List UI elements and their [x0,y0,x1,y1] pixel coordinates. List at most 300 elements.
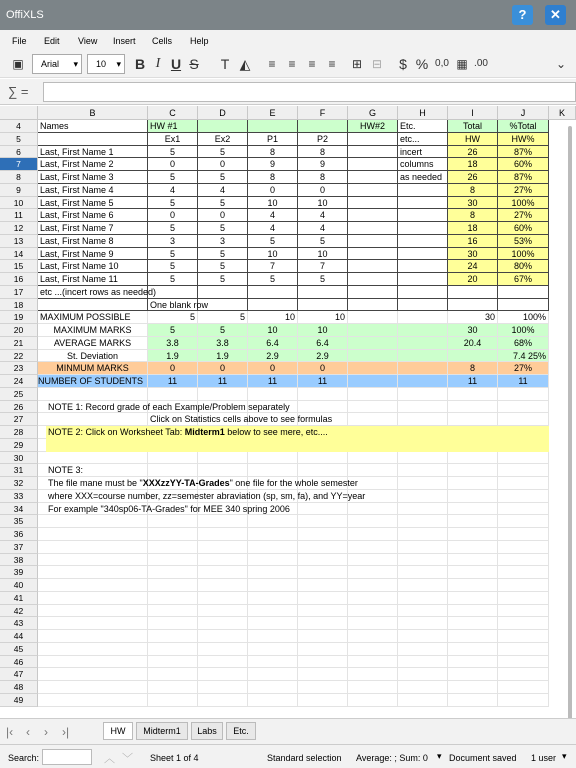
sheet-cell[interactable] [198,299,248,312]
row-header[interactable]: 8 [0,171,38,184]
grid-cell[interactable] [248,694,298,707]
row-header[interactable]: 39 [0,566,38,579]
sheet-cell[interactable] [298,248,348,261]
sheet-cell[interactable] [398,362,448,375]
grid-cell[interactable] [148,694,198,707]
grid-cell[interactable] [148,630,198,643]
percent-icon[interactable]: % [415,56,429,72]
grid-cell[interactable] [148,643,198,656]
grid-cell[interactable] [248,579,298,592]
column-header[interactable]: E [248,106,298,120]
grid-cell[interactable] [198,388,248,401]
sheet-cell[interactable] [148,337,198,350]
grid-cell[interactable] [398,592,448,605]
fill-color-icon[interactable]: ◭ [239,56,251,72]
sheet-cell[interactable] [248,248,298,261]
grid-cell[interactable] [38,528,148,541]
grid-cell[interactable] [298,617,348,630]
sheet-cell[interactable] [198,337,248,350]
sheet-cell[interactable] [398,337,448,350]
sheet-cell[interactable] [298,222,348,235]
chevron-down-icon[interactable]: ▾ [562,751,567,761]
sheet-cell[interactable] [38,362,148,375]
chevron-down-icon[interactable]: ﹀ [122,753,133,765]
grid-cell[interactable] [398,579,448,592]
tab-hw[interactable]: HW [103,722,133,740]
grid-cell[interactable] [348,528,398,541]
row-header[interactable]: 29 [0,439,38,452]
grid-cell[interactable] [298,388,348,401]
text-color-icon[interactable]: T [220,56,230,72]
sheet-cell[interactable] [398,324,448,337]
grid-cell[interactable] [38,694,148,707]
sheet-cell[interactable] [38,146,148,159]
sheet-cell[interactable] [348,273,398,286]
grid-cell[interactable] [248,528,298,541]
sheet-cell[interactable] [498,146,549,159]
sheet-cell[interactable] [198,273,248,286]
grid-cell[interactable] [348,554,398,567]
next-sheet-icon[interactable]: › [44,725,48,739]
sheet-cell[interactable] [498,133,549,146]
align-right-icon[interactable]: ≡ [308,57,316,71]
sheet-cell[interactable] [498,273,549,286]
grid-cell[interactable] [148,388,198,401]
sheet-cell[interactable] [298,273,348,286]
sheet-cell[interactable] [38,337,148,350]
grid-cell[interactable] [398,694,448,707]
row-header[interactable]: 21 [0,337,38,350]
grid-cell[interactable] [148,452,198,465]
sheet-cell[interactable] [498,248,549,261]
sheet-cell[interactable] [248,375,298,388]
sheet-cell[interactable] [448,197,498,210]
sheet-cell[interactable] [298,146,348,159]
close-icon[interactable]: ✕ [545,5,566,25]
sheet-cell[interactable] [38,299,148,312]
grid-cell[interactable] [398,388,448,401]
grid-cell[interactable] [148,668,198,681]
sheet-cell[interactable] [38,375,148,388]
grid-cell[interactable] [398,668,448,681]
row-header[interactable]: 9 [0,184,38,197]
sheet-cell[interactable] [348,222,398,235]
grid-cell[interactable] [198,617,248,630]
sheet-cell[interactable] [148,248,198,261]
row-header[interactable]: 40 [0,579,38,592]
underline-icon[interactable]: U [170,56,182,72]
sheet-cell[interactable] [298,286,348,299]
row-header[interactable]: 11 [0,209,38,222]
row-header[interactable]: 5 [0,133,38,146]
spreadsheet-grid[interactable] [0,106,576,718]
grid-cell[interactable] [448,515,498,528]
sheet-cell[interactable] [38,286,157,299]
grid-cell[interactable] [448,528,498,541]
grid-cell[interactable] [348,452,398,465]
row-header[interactable]: 13 [0,235,38,248]
sheet-cell[interactable] [298,197,348,210]
align-left-icon[interactable]: ≡ [268,57,276,71]
grid-cell[interactable] [248,515,298,528]
grid-cell[interactable] [148,656,198,669]
tab-etc[interactable]: Etc. [226,722,256,740]
grid-cell[interactable] [298,452,348,465]
sheet-cell[interactable] [198,286,248,299]
row-header[interactable]: 34 [0,503,38,516]
grid-cell[interactable] [298,630,348,643]
decimal-decrease-icon[interactable]: .00 [474,58,488,69]
grid-cell[interactable] [148,681,198,694]
grid-cell[interactable] [248,681,298,694]
grid-cell[interactable] [448,605,498,618]
sheet-cell[interactable] [348,209,398,222]
sheet-cell[interactable] [148,120,198,133]
sheet-cell[interactable] [198,146,248,159]
grid-cell[interactable] [298,566,348,579]
grid-cell[interactable] [198,528,248,541]
column-header[interactable]: G [348,106,398,120]
sheet-cell[interactable] [298,120,348,133]
grid-cell[interactable] [498,579,549,592]
grid-cell[interactable] [298,668,348,681]
row-header[interactable]: 12 [0,222,38,235]
sheet-cell[interactable] [398,286,448,299]
grid-cell[interactable] [148,592,198,605]
sheet-cell[interactable] [448,235,498,248]
sheet-cell[interactable] [448,375,498,388]
first-sheet-icon[interactable]: |‹ [6,725,14,739]
bold-icon[interactable]: B [134,56,146,72]
grid-cell[interactable] [198,656,248,669]
sheet-cell[interactable] [198,158,248,171]
sheet-cell[interactable] [148,171,198,184]
align-center-icon[interactable]: ≡ [288,57,296,71]
sheet-cell[interactable] [498,362,549,375]
grid-cell[interactable] [298,554,348,567]
row-header[interactable]: 18 [0,299,38,312]
sheet-cell[interactable] [448,324,498,337]
sheet-cell[interactable] [348,146,398,159]
grid-cell[interactable] [398,617,448,630]
prev-sheet-icon[interactable]: ‹ [26,725,30,739]
calendar-icon[interactable]: ▦ [456,57,468,71]
sheet-cell[interactable] [298,260,348,273]
sheet-cell[interactable] [498,337,549,350]
grid-cell[interactable] [298,528,348,541]
column-header[interactable]: F [298,106,348,120]
grid-cell[interactable] [38,413,148,426]
currency-icon[interactable]: $ [399,56,407,72]
user-count[interactable]: 1 user [531,753,557,763]
sheet-cell[interactable] [498,184,549,197]
sheet-cell[interactable] [498,311,549,324]
sheet-cell[interactable] [298,299,348,312]
sheet-cell[interactable] [198,235,248,248]
grid-cell[interactable] [198,681,248,694]
row-header[interactable]: 31 [0,464,38,477]
sheet-cell[interactable] [498,350,549,363]
sheet-cell[interactable] [448,311,498,324]
sheet-cell[interactable] [498,120,549,133]
grid-cell[interactable] [398,681,448,694]
sheet-cell[interactable] [248,209,298,222]
sheet-cell[interactable] [198,248,248,261]
column-header[interactable]: J [498,106,549,120]
sheet-cell[interactable] [38,235,148,248]
sheet-cell[interactable] [148,197,198,210]
sheet-cell[interactable] [398,350,448,363]
sheet-cell[interactable] [148,209,198,222]
row-header[interactable]: 26 [0,401,38,414]
grid-cell[interactable] [498,630,549,643]
grid-cell[interactable] [198,694,248,707]
sheet-cell[interactable] [448,222,498,235]
sheet-cell[interactable] [398,184,448,197]
sheet-cell[interactable] [348,248,398,261]
row-header[interactable]: 16 [0,273,38,286]
sheet-cell[interactable] [198,120,248,133]
split-cells-icon[interactable]: ⊟ [371,57,383,71]
help-button[interactable]: ? [512,5,533,25]
sheet-cell[interactable] [448,350,498,363]
sheet-cell[interactable] [198,324,248,337]
grid-cell[interactable] [198,452,248,465]
grid-cell[interactable] [448,630,498,643]
row-header[interactable]: 20 [0,324,38,337]
grid-cell[interactable] [38,541,148,554]
grid-cell[interactable] [348,605,398,618]
sheet-cell[interactable] [348,286,398,299]
grid-cell[interactable] [498,528,549,541]
sheet-cell[interactable] [398,197,448,210]
grid-cell[interactable] [248,566,298,579]
grid-cell[interactable] [498,541,549,554]
grid-cell[interactable] [348,541,398,554]
grid-cell[interactable] [398,566,448,579]
grid-cell[interactable] [198,592,248,605]
grid-cell[interactable] [248,452,298,465]
menu-edit[interactable]: Edit [44,36,60,46]
grid-cell[interactable] [348,515,398,528]
decimal-icon[interactable]: 0,0 [435,58,449,69]
grid-cell[interactable] [148,566,198,579]
sheet-cell[interactable] [38,248,148,261]
sheet-cell[interactable] [398,120,448,133]
sheet-cell[interactable] [148,184,198,197]
sheet-cell[interactable] [498,158,549,171]
sheet-cell[interactable] [198,362,248,375]
sheet-cell[interactable] [398,133,448,146]
sheet-cell[interactable] [198,350,248,363]
grid-cell[interactable] [398,605,448,618]
sheet-cell[interactable] [148,133,198,146]
grid-cell[interactable] [498,668,549,681]
grid-cell[interactable] [448,681,498,694]
sheet-cell[interactable] [398,248,448,261]
grid-cell[interactable] [38,605,148,618]
row-header[interactable]: 43 [0,617,38,630]
sheet-cell[interactable] [198,209,248,222]
grid-cell[interactable] [448,617,498,630]
grid-cell[interactable] [498,566,549,579]
grid-cell[interactable] [198,554,248,567]
row-header[interactable]: 36 [0,528,38,541]
sheet-cell[interactable] [348,260,398,273]
menu-help[interactable]: Help [190,36,209,46]
sheet-cell[interactable] [348,133,398,146]
grid-cell[interactable] [38,388,148,401]
sheet-cell[interactable] [348,311,398,324]
sheet-cell[interactable] [248,184,298,197]
grid-cell[interactable] [148,605,198,618]
sheet-cell[interactable] [498,171,549,184]
sheet-cell[interactable] [198,375,248,388]
grid-cell[interactable] [198,605,248,618]
grid-cell[interactable] [38,579,148,592]
sheet-cell[interactable] [38,171,148,184]
grid-cell[interactable] [348,617,398,630]
row-header[interactable]: 17 [0,286,38,299]
sheet-cell[interactable] [248,222,298,235]
sheet-cell[interactable] [248,311,298,324]
sheet-cell[interactable] [498,299,549,312]
sheet-cell[interactable] [38,311,148,324]
grid-cell[interactable] [398,528,448,541]
grid-cell[interactable] [298,515,348,528]
grid-cell[interactable] [38,554,148,567]
chevron-down-icon[interactable]: ⌄ [555,57,567,71]
grid-cell[interactable] [198,541,248,554]
sheet-cell[interactable] [398,311,448,324]
grid-cell[interactable] [448,541,498,554]
row-header[interactable]: 25 [0,388,38,401]
grid-cell[interactable] [38,681,148,694]
grid-cell[interactable] [148,617,198,630]
tab-midterm1[interactable]: Midterm1 [136,722,188,740]
sheet-cell[interactable] [148,311,198,324]
italic-icon[interactable]: I [155,56,161,71]
row-header[interactable]: 28 [0,426,38,439]
sheet-cell[interactable] [38,209,148,222]
sheet-cell[interactable] [498,197,549,210]
sheet-cell[interactable] [348,171,398,184]
grid-cell[interactable] [38,656,148,669]
sheet-cell[interactable] [148,324,198,337]
grid-cell[interactable] [498,605,549,618]
grid-cell[interactable] [498,694,549,707]
grid-cell[interactable] [248,630,298,643]
sheet-cell[interactable] [498,324,549,337]
row-header[interactable]: 41 [0,592,38,605]
sheet-cell[interactable] [448,209,498,222]
grid-cell[interactable] [398,656,448,669]
sheet-cell[interactable] [448,286,498,299]
row-header[interactable]: 27 [0,413,38,426]
formula-input[interactable] [43,82,576,102]
sheet-cell[interactable] [398,260,448,273]
grid-cell[interactable] [398,515,448,528]
sheet-cell[interactable] [448,133,498,146]
merge-cells-icon[interactable]: ⊞ [351,57,363,71]
grid-cell[interactable] [348,579,398,592]
sheet-cell[interactable] [148,235,198,248]
sheet-cell[interactable] [248,273,298,286]
sheet-cell[interactable] [498,222,549,235]
sheet-cell[interactable] [198,260,248,273]
sheet-cell[interactable] [248,350,298,363]
grid-cell[interactable] [348,656,398,669]
sheet-cell[interactable] [348,337,398,350]
grid-cell[interactable] [38,452,148,465]
column-header[interactable]: D [198,106,248,120]
sheet-cell[interactable] [248,120,298,133]
grid-cell[interactable] [248,668,298,681]
grid-cell[interactable] [148,515,198,528]
sheet-cell[interactable] [198,197,248,210]
grid-cell[interactable] [298,605,348,618]
row-header[interactable]: 42 [0,605,38,618]
sheet-cell[interactable] [348,299,398,312]
sheet-cell[interactable] [398,299,448,312]
grid-cell[interactable] [248,388,298,401]
sheet-cell[interactable] [348,375,398,388]
sheet-cell[interactable] [448,146,498,159]
sheet-cell[interactable] [298,375,348,388]
grid-cell[interactable] [498,592,549,605]
grid-cell[interactable] [248,554,298,567]
grid-cell[interactable] [248,617,298,630]
sheet-cell[interactable] [198,222,248,235]
grid-cell[interactable] [498,554,549,567]
grid-cell[interactable] [448,592,498,605]
sheet-cell[interactable] [398,209,448,222]
sheet-cell[interactable] [38,184,148,197]
row-header[interactable]: 15 [0,260,38,273]
sheet-cell[interactable] [38,222,148,235]
column-header[interactable]: K [549,106,576,120]
grid-cell[interactable] [248,592,298,605]
grid-cell[interactable] [448,694,498,707]
chevron-up-icon[interactable]: ︿ [104,753,115,765]
search-input[interactable] [42,749,92,765]
grid-cell[interactable] [448,452,498,465]
grid-cell[interactable] [198,630,248,643]
sheet-cell[interactable] [448,337,498,350]
grid-cell[interactable] [348,694,398,707]
grid-cell[interactable] [38,668,148,681]
grid-cell[interactable] [298,694,348,707]
grid-cell[interactable] [348,681,398,694]
sheet-cell[interactable] [148,350,198,363]
grid-cell[interactable] [198,643,248,656]
grid-cell[interactable] [498,617,549,630]
sheet-cell[interactable] [398,222,448,235]
sheet-cell[interactable] [298,171,348,184]
grid-cell[interactable] [448,566,498,579]
chevron-down-icon[interactable]: ▾ [437,751,442,761]
grid-cell[interactable] [348,630,398,643]
sheet-cell[interactable] [248,171,298,184]
sheet-cell[interactable] [148,158,198,171]
sheet-cell[interactable] [348,235,398,248]
sheet-cell[interactable] [298,184,348,197]
sheet-cell[interactable] [298,133,348,146]
sheet-cell[interactable] [398,146,448,159]
sheet-cell[interactable] [248,362,298,375]
sheet-cell[interactable] [198,171,248,184]
sheet-cell[interactable] [398,273,448,286]
